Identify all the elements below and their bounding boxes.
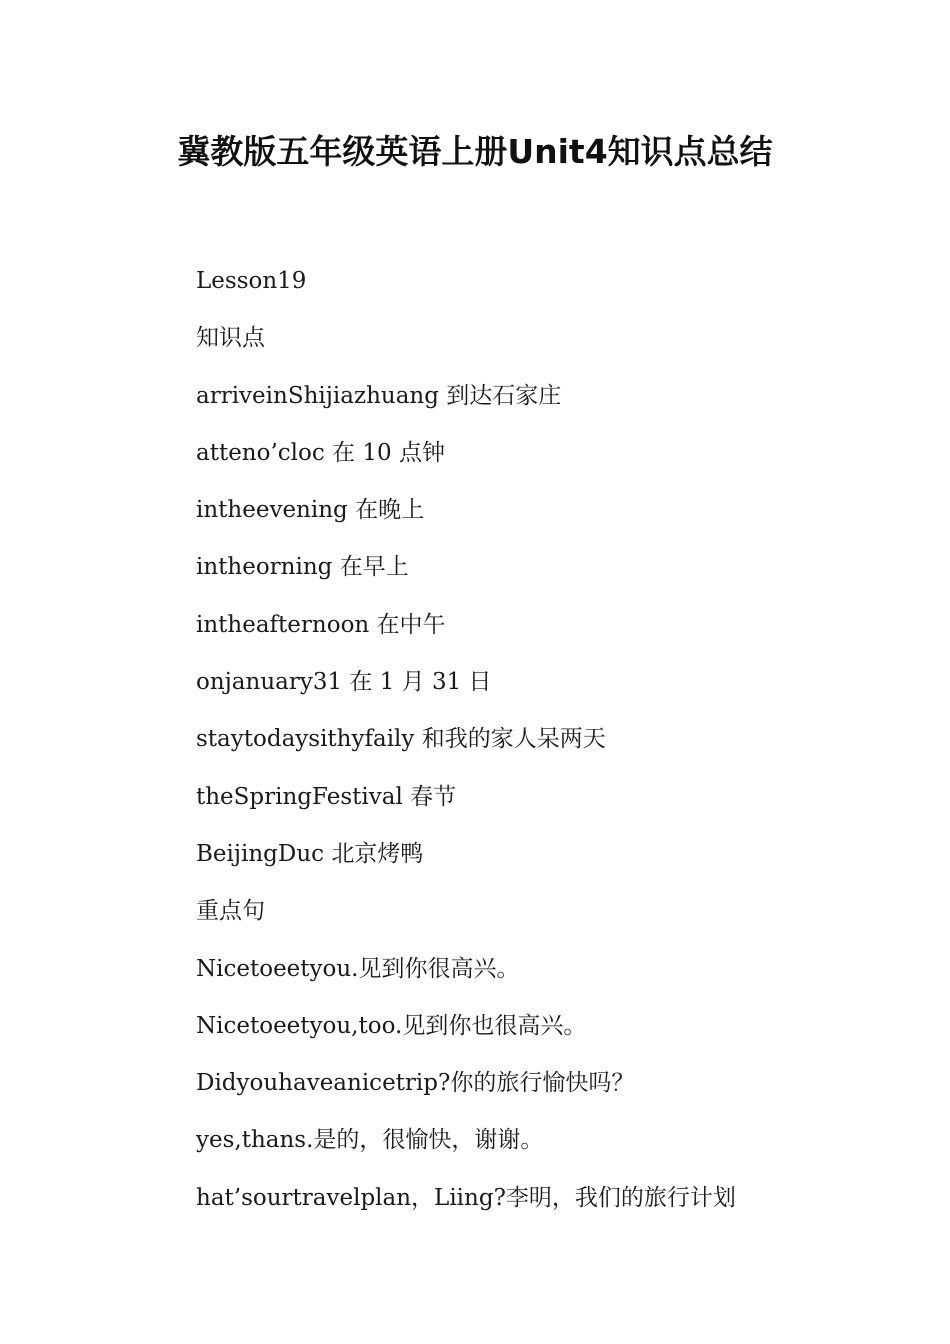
line-vocab: intheafternoon 在中午 <box>196 611 446 638</box>
document-body <box>196 262 916 1236</box>
line-sentence: Didyouhaveanicetrip?你的旅行愉快吗？ <box>196 1070 635 1097</box>
line-vocab: atteno’cloc 在 10 点钟 <box>196 439 445 466</box>
line-lesson-heading: Lesson19 <box>196 268 307 294</box>
line-vocab: BeijingDuc 北京烤鸭 <box>196 840 424 867</box>
line-vocab: intheorning 在早上 <box>196 554 409 581</box>
line-vocab: theSpringFestival 春节 <box>196 783 457 810</box>
line-sentence: hat’sourtravelplan，Liing?李明，我们的旅行计划 <box>196 1184 736 1211</box>
line-vocab: staytodaysithyfaily 和我的家人呆两天 <box>196 726 606 753</box>
line-section-heading: 重点句 <box>196 898 265 925</box>
line-sentence: yes,thans.是的，很愉快，谢谢。 <box>196 1127 544 1154</box>
line-vocab: intheevening 在晚上 <box>196 497 425 524</box>
line-section-heading: 知识点 <box>196 325 265 352</box>
line-sentence: Nicetoeetyou,too.见到你也很高兴。 <box>196 1012 587 1039</box>
line-sentence: Nicetoeetyou.见到你很高兴。 <box>196 955 520 982</box>
line-vocab: onjanuary31 在 1 月 31 日 <box>196 669 492 696</box>
document-title: 冀教版五年级英语上册Unit4知识点总结 <box>177 132 773 171</box>
line-vocab: arriveinShijiazhuang 到达石家庄 <box>196 382 562 409</box>
